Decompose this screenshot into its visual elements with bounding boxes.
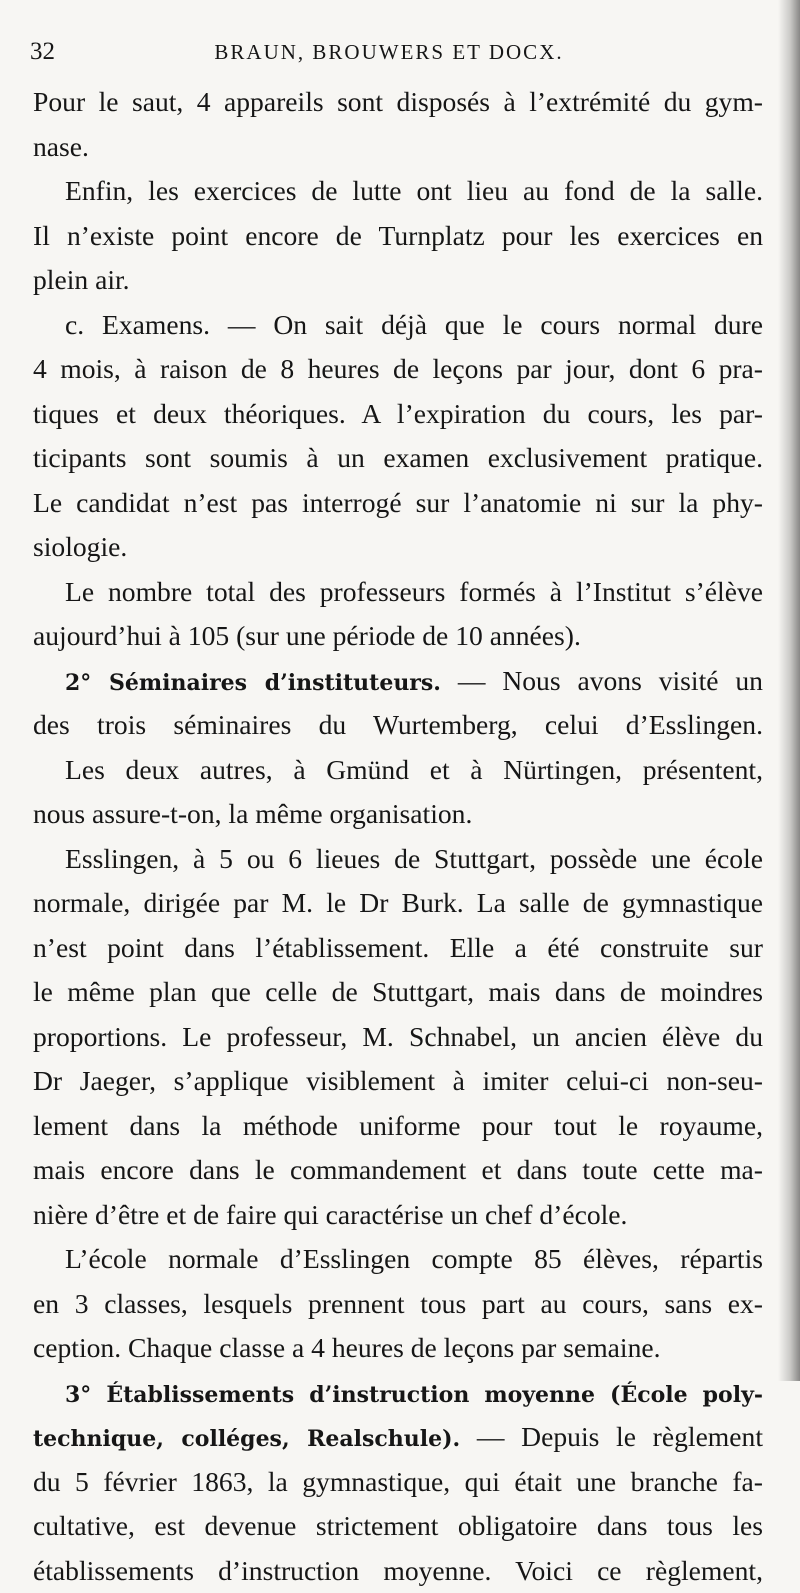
text-line: nase.	[33, 125, 763, 170]
body-text	[33, 80, 763, 1593]
text-line: lement dans la méthode uniforme pour tout le royaume,	[33, 1104, 763, 1149]
text-line: Le candidat n’est pas interrogé sur l’anatomie ni sur la phy-	[33, 481, 763, 526]
text-line: des trois séminaires du Wurtemberg, celui d’Esslingen.	[33, 703, 763, 748]
running-head: BRAUN, BROUWERS ET DOCX.	[30, 40, 748, 65]
page-header	[30, 38, 748, 78]
text-line: Pour le saut, 4 appareils sont disposés à l’extrémité du gym-	[33, 80, 763, 125]
text-line: ticipants sont soumis à un examen exclusivement pratique.	[33, 436, 763, 481]
text-line: plein air.	[33, 258, 763, 303]
text-line: aujourd’hui à 105 (sur une période de 10 années).	[33, 614, 763, 659]
text-line: cultative, est devenue strictement obligatoire dans tous les	[33, 1504, 763, 1549]
text-line: normale, dirigée par M. le Dr Burk. La salle de gymnastique	[33, 881, 763, 926]
text-line	[33, 1371, 763, 1416]
text-line: Les deux autres, à Gmünd et à Nürtingen, présentent,	[33, 748, 763, 793]
text-line: ception. Chaque classe a 4 heures de leçons par semaine.	[33, 1326, 763, 1371]
text-line: technique, colléges, Realschule). — Depuis le règlement	[33, 1415, 763, 1460]
text-line: établissements d’instruction moyenne. Voici ce règlement,	[33, 1549, 763, 1593]
text-line: Enfin, les exercices de lutte ont lieu au fond de la salle.	[33, 169, 763, 214]
page-edge-shadow	[778, 0, 800, 1381]
text-line: Il n’existe point encore de Turnplatz pour les exercices en	[33, 214, 763, 259]
text-line: tiques et deux théoriques. A l’expiration du cours, les par-	[33, 392, 763, 437]
text-line: le même plan que celle de Stuttgart, mais dans de moindres	[33, 970, 763, 1015]
section-heading: 2° Séminaires d’instituteurs.	[65, 670, 441, 696]
text-line: c. Examens. — On sait déjà que le cours normal dure	[33, 303, 763, 348]
text-line: 4 mois, à raison de 8 heures de leçons par jour, dont 6 pra-	[33, 347, 763, 392]
text-line: n’est point dans l’établissement. Elle a été construite sur	[33, 926, 763, 971]
section-heading: 3° Établissements d’instruction moyenne (École poly-	[65, 1382, 763, 1408]
text-line: Esslingen, à 5 ou 6 lieues de Stuttgart, possède une école	[33, 837, 763, 882]
text-line: nière d’être et de faire qui caractérise un chef d’école.	[33, 1193, 763, 1238]
text-line: siologie.	[33, 525, 763, 570]
text-line: 2° Séminaires d’instituteurs. — Nous avons visité un	[33, 659, 763, 704]
page-number: 32	[30, 38, 55, 66]
text-line: nous assure-t-on, la même organisation.	[33, 792, 763, 837]
text-line: Dr Jaeger, s’applique visiblement à imiter celui-ci non-seu-	[33, 1059, 763, 1104]
text-line: en 3 classes, lesquels prennent tous part au cours, sans ex-	[33, 1282, 763, 1327]
text-line: L’école normale d’Esslingen compte 85 élèves, répartis	[33, 1237, 763, 1282]
text-line: mais encore dans le commandement et dans toute cette ma-	[33, 1148, 763, 1193]
section-heading: technique, colléges, Realschule).	[33, 1426, 460, 1452]
text-line: proportions. Le professeur, M. Schnabel, un ancien élève du	[33, 1015, 763, 1060]
text-line: du 5 février 1863, la gymnastique, qui était une branche fa-	[33, 1460, 763, 1505]
text-line: Le nombre total des professeurs formés à l’Institut s’élève	[33, 570, 763, 615]
